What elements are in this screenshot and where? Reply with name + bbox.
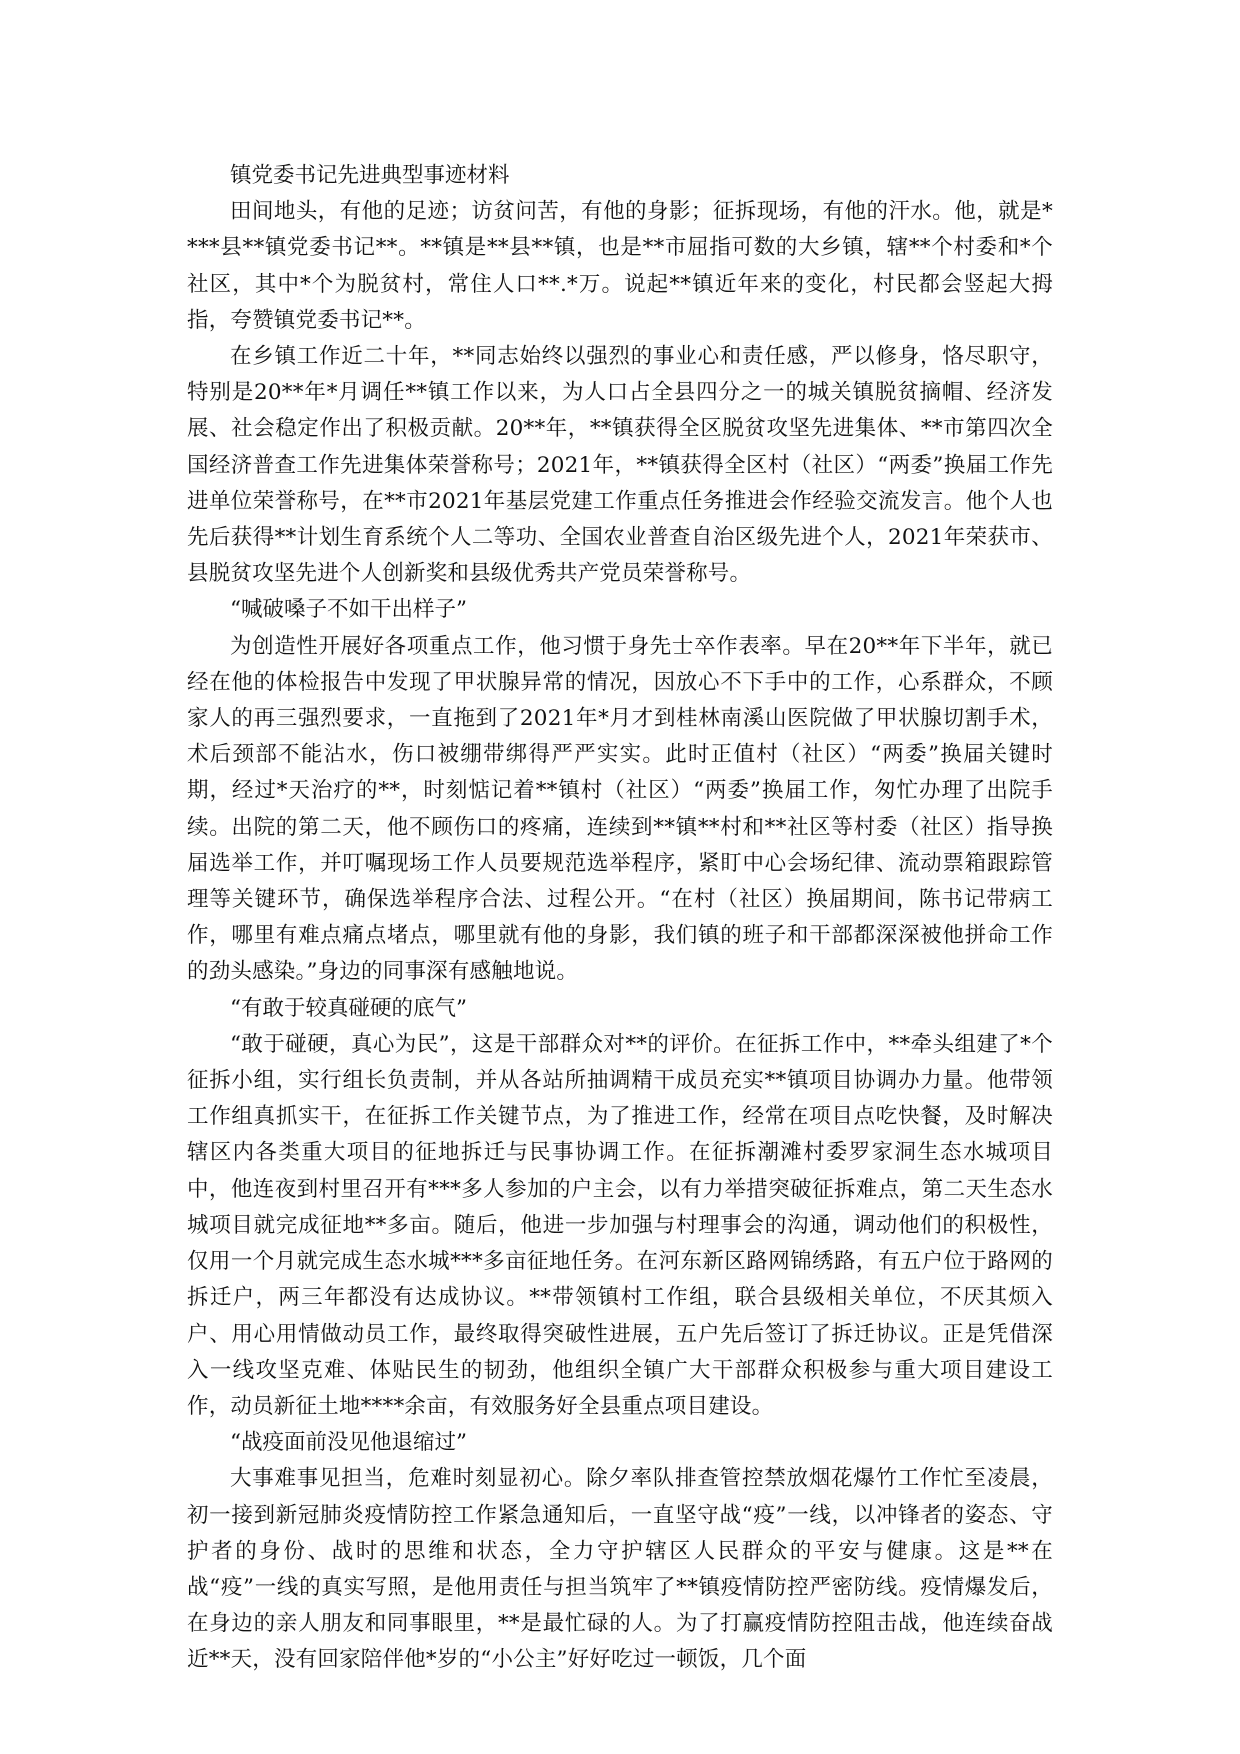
section-heading: “有敢于较真碰硬的底气” — [230, 995, 467, 1021]
document-page — [187, 158, 1053, 1679]
section-heading: “喊破嗓子不如干出样子” — [230, 597, 467, 623]
achievements-paragraph: 在乡镇工作近二十年，**同志始终以强烈的事业心和责任感，严以修身，恪尽职守，特别是20**年*月调任**镇工作以来，为人口占全县四分之一的城关镇脱贫摘帽、经济发展、社会稳定作出了积极贡献。20**年，**镇获得全区脱贫攻坚先进集体、**市第四次全国经济普查工作先进集体荣誉称号；2021年，**镇获得全区村（社区）“两委”换届工作先进单位荣誉称号，在**市2021年基层党建工作重点任务推进会作经验交流发言。他个人也先后获得**计划生育系统个人二等功、全国农业普查自治区级先进个人，2021年荣获市、县脱贫攻坚先进个人创新奖和县级优秀共产党员荣誉称号。 — [187, 344, 1053, 587]
section-heading: “战疫面前没见他退缩过” — [230, 1430, 467, 1456]
document-title: 镇党委书记先进典型事迹材料 — [230, 163, 510, 188]
section-paragraph: 大事难事见担当，危难时刻显初心。除夕率队排查管控禁放烟花爆竹工作忙至凌晨，初一接到新冠肺炎疫情防控工作紧急通知后，一直坚守战“疫”一线，以冲锋者的姿态、守护者的身份、战时的思维和状态，全力守护辖区人民群众的平安与健康。这是**在战“疫”一线的真实写照，是他用责任与担当筑牢了**镇疫情防控严密防线。疫情爆发后，在身边的亲人朋友和同事眼里，**是最忙碌的人。为了打赢疫情防控阻击战，他连续奋战近**天，没有回家陪伴他*岁的“小公主”好好吃过一顿饭，几个面 — [187, 1466, 1053, 1673]
intro-paragraph: 田间地头，有他的足迹；访贫问苦，有他的身影；征拆现场，有他的汗水。他，就是****县**镇党委书记**。**镇是**县**镇，也是**市屈指可数的大乡镇，辖**个村委和*个社区，其中*个为脱贫村，常住人口**.*万。说起**镇近年来的变化，村民都会竖起大拇指，夸赞镇党委书记**。 — [187, 199, 1053, 333]
section-paragraph: 为创造性开展好各项重点工作，他习惯于身先士卒作表率。早在20**年下半年，就已经在他的体检报告中发现了甲状腺异常的情况，因放心不下手中的工作，心系群众，不顾家人的再三强烈要求，一直拖到了2021年*月才到桂林南溪山医院做了甲状腺切割手术，术后颈部不能沾水，伤口被绷带绑得严严实实。此时正值村（社区）“两委”换届关键时期，经过*天治疗的**，时刻惦记着**镇村（社区）“两委”换届工作，匆忙办理了出院手续。出院的第二天，他不顾伤口的疼痛，连续到**镇**村和**社区等村委（社区）指导换届选举工作，并叮嘱现场工作人员要规范选举程序，紧盯中心会场纪律、流动票箱跟踪管理等关键环节，确保选举程序合法、过程公开。“在村（社区）换届期间，陈书记带病工作，哪里有难点痛点堵点，哪里就有他的身影，我们镇的班子和干部都深深被他拼命工作的劲头感染。”身边的同事深有感触地说。 — [187, 633, 1053, 985]
section-paragraph: “敢于碰硬，真心为民”，这是干部群众对**的评价。在征拆工作中，**牵头组建了*个征拆小组，实行组长负责制，并从各站所抽调精干成员充实**镇项目协调办力量。他带领工作组真抓实干，在征拆工作关键节点，为了推进工作，经常在项目点吃快餐，及时解决辖区内各类重大项目的征地拆迁与民事协调工作。在征拆潮滩村委罗家洞生态水城项目中，他连夜到村里召开有***多人参加的户主会，以有力举措突破征拆难点，第二天生态水城项目就完成征地**多亩。随后，他进一步加强与村理事会的沟通，调动他们的积极性，仅用一个月就完成生态水城***多亩征地任务。在河东新区路网锦绣路，有五户位于路网的拆迁户，两三年都没有达成协议。**带领镇村工作组，联合县级相关单位，不厌其烦入户、用心用情做动员工作，最终取得突破性进展，五户先后签订了拆迁协议。正是凭借深入一线攻坚克难、体贴民生的韧劲，他组织全镇广大干部群众积极参与重大项目建设工作，动员新征土地****余亩，有效服务好全县重点项目建设。 — [187, 1031, 1053, 1419]
